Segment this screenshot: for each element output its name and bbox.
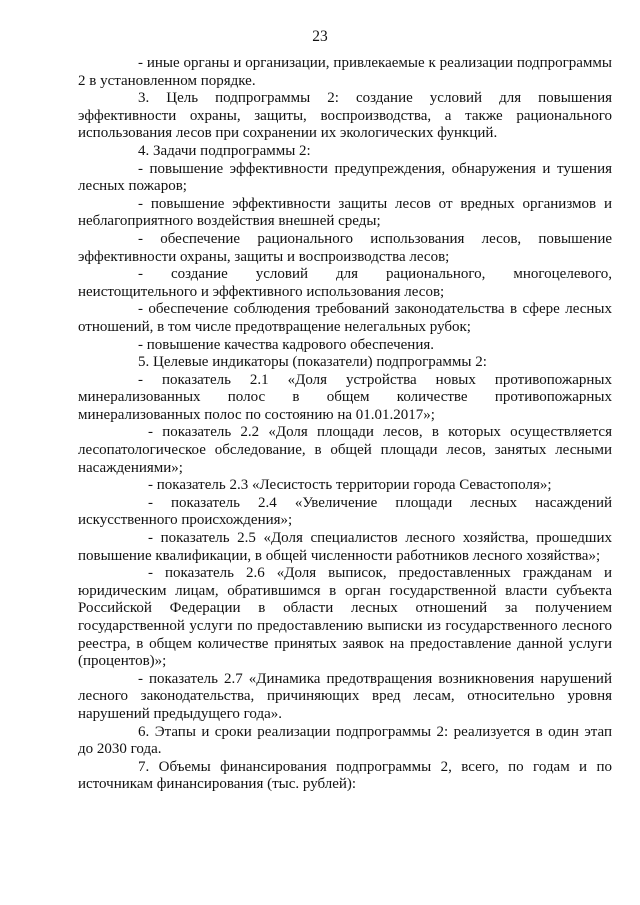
list-item-indicator: - показатель 2.4 «Увеличение площади лесных насаждений искусственного происхождения»; [78,494,612,529]
list-item-indicator: - показатель 2.6 «Доля выписок, предоставленных гражданам и юридическим лицам, обратившимся в орган государственной власти субъекта Российской Федерации в области лесных отношений за получением государственной услуги по предоставлению выписки из государственного лесного реестра, в общем количестве принятых заявок на предоставление данной услуги (процентов)»; [78,565,612,670]
document-body [78,55,612,794]
paragraph-indicators-heading: 5. Целевые индикаторы (показатели) подпрограммы 2: [138,354,487,371]
list-item-task: - повышение эффективности защиты лесов от вредных организмов и неблагоприятного воздействия внешней среды; [78,195,612,230]
list-item-indicator: - показатель 2.1 «Доля устройства новых противопожарных минерализованных полос в общем количестве противопожарных минерализованных полос по состоянию на 01.01.2017»; [78,371,612,423]
paragraph-tasks-heading: 4. Задачи подпрограммы 2: [138,142,311,159]
paragraph-goal: 3. Цель подпрограммы 2: создание условий для повышения эффективности охраны, защиты, воспроизводства, а также рационального использования лесов при сохранении их экологических функций. [78,90,612,142]
paragraph-other-bodies: - иные органы и организации, привлекаемые к реализации подпрограммы 2 в установленном порядке. [78,55,612,89]
list-item-indicator: - показатель 2.3 «Лесистость территории города Севастополя»; [148,477,552,494]
list-item-indicator: - показатель 2.5 «Доля специалистов лесного хозяйства, прошедших повышение квалификации, в общей численности работников лесного хозяйства»; [78,530,612,564]
list-item-indicator: - показатель 2.2 «Доля площади лесов, в которых осуществляется лесопатологическое обследование, в общей площади лесов, занятых лесными насаждениями»; [78,424,612,476]
list-item-task: - повышение качества кадрового обеспечения. [138,336,435,353]
paragraph-financing: 7. Объемы финансирования подпрограммы 2, всего, по годам и по источникам финансирования (тыс. рублей): [78,758,612,793]
list-item-task: - обеспечение рационального использования лесов, повышение эффективности охраны, защиты и воспроизводства лесов; [78,230,612,265]
list-item-task: - повышение эффективности предупреждения, обнаружения и тушения лесных пожаров; [78,160,612,195]
page-number: 23 [312,28,328,45]
list-item-task: - обеспечение соблюдения требований законодательства в сфере лесных отношений, в том числе предотвращение нелегальных рубок; [78,301,612,335]
paragraph-stages-timeline: 6. Этапы и сроки реализации подпрограммы 2: реализуется в один этап до 2030 года. [78,723,612,758]
list-item-task: - создание условий для рационального, многоцелевого, неистощительного и эффективного использования лесов; [78,266,612,300]
list-item-indicator: - показатель 2.7 «Динамика предотвращения возникновения нарушений лесного законодательства, причиняющих вред лесам, относительно уровня нарушений предыдущего года». [78,670,612,722]
